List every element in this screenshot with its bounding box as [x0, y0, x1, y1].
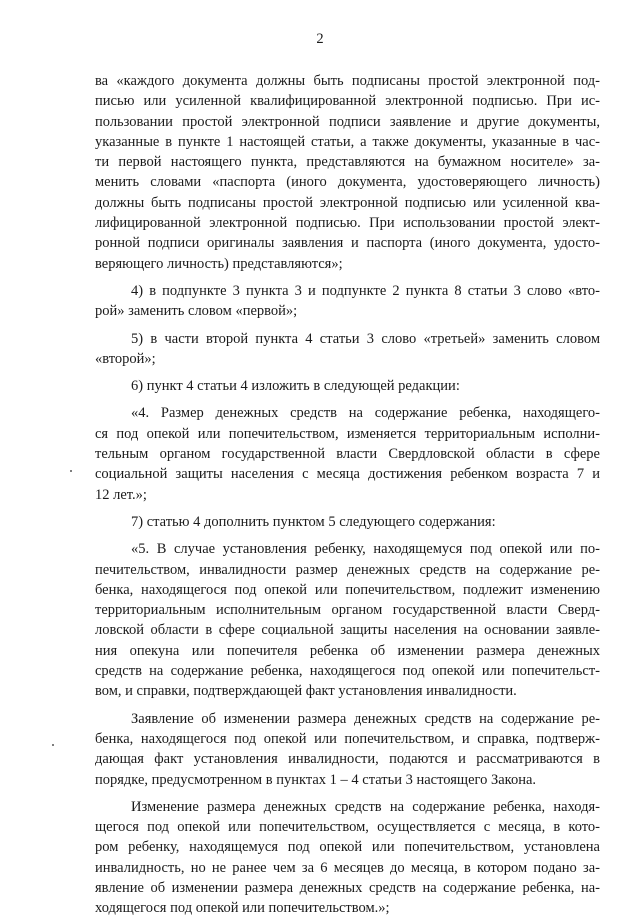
scan-speck: [52, 744, 54, 746]
text-line: 12 лет.»;: [95, 486, 147, 503]
text-line: ва «каждого документа должны быть подписаны простой электронной под-: [95, 73, 600, 89]
text-line: «4. Размер денежных средств на содержание ребенка, находящего-: [131, 405, 600, 422]
paragraph-item-5: [95, 329, 600, 370]
text-line: 4) в подпункте 3 пункта 3 и подпункте 2 пункта 8 статьи 3 слово «вто-: [131, 282, 600, 299]
text-line: ти первой настоящего пункта, представляются на бумажном носителе» за-: [95, 154, 600, 171]
text-line: Изменение размера денежных средств на содержание ребенка, находя-: [131, 798, 600, 815]
paragraph-application: [95, 709, 600, 790]
text-line: должны быть подписаны простой электронной подписью или усиленной ква-: [95, 194, 600, 211]
text-line: менить словами «паспорта (иного документа, удостоверяющего личность): [95, 174, 600, 191]
paragraph-item-6: [95, 376, 600, 396]
text-line: бенка, находящегося под опекой или попечительством, и справка, подтверж-: [95, 730, 600, 747]
text-line: ром ребенку, находящемуся под опекой или попечительством, установлена: [95, 839, 600, 856]
text-line: ся под опекой или попечительством, изменяется территориальным исполни-: [95, 425, 600, 442]
text-line: ния опекуна или попечителя ребенка об изменении размера денежных: [95, 642, 600, 659]
text-line: 5) в части второй пункта 4 статьи 3 слово «третьей» заменить словом: [131, 330, 600, 347]
text-line: порядке, предусмотренном в пунктах 1 – 4 статьи 3 настоящего Закона.: [95, 771, 537, 788]
text-line: явление об изменении размера денежных средств на содержание ребенка, на-: [95, 879, 600, 896]
text-line: ходящегося под опекой или попечительством.»;: [95, 900, 390, 917]
text-line: бенка, находящегося под опекой или попечительством, подлежит изменению: [95, 581, 600, 598]
text-line: лифицированной электронной подписью. При использовании простой элект-: [95, 215, 600, 232]
text-line: «второй»;: [95, 350, 156, 367]
text-line: тельным органом государственной власти Свердловской области в сфере: [95, 446, 600, 463]
text-line: 6) пункт 4 статьи 4 изложить в следующей редакции:: [131, 378, 460, 395]
paragraph-item-7: [95, 512, 600, 532]
paragraph-change: [95, 797, 600, 919]
text-line: пользовании простой электронной подписи заявление и другие документы,: [95, 113, 600, 130]
text-line: писью или усиленной квалифицированной электронной подписью. При ис-: [95, 93, 600, 110]
text-line: 7) статью 4 дополнить пунктом 5 следующего содержания:: [131, 513, 496, 530]
text-line: социальной защиты населения с месяца достижения ребенком возраста 7 и: [95, 466, 600, 483]
text-line: инвалидность, но не ранее чем за 6 месяцев до месяца, в котором подано за-: [95, 859, 600, 876]
text-line: территориальным исполнительным органом государственной власти Сверд-: [95, 602, 600, 619]
text-line: средств на содержание ребенка, находящегося под опекой или попечительст-: [95, 663, 600, 680]
text-line: щегося под опекой или попечительством, осуществляется с месяца, в кото-: [95, 819, 600, 836]
scan-speck: [70, 470, 72, 472]
paragraph-point-4: [95, 403, 600, 504]
text-line: вом, и справки, подтверждающей факт установления инвалидности.: [95, 683, 517, 700]
page-number: 2: [316, 31, 324, 47]
paragraph-continuation: [95, 71, 600, 274]
text-line: Заявление об изменении размера денежных средств на содержание ре-: [131, 710, 600, 727]
paragraph-point-5: [95, 539, 600, 701]
text-line: ронной подписи оригиналы заявления и паспорта (иного документа, удосто-: [95, 235, 600, 252]
text-line: дающая факт установления инвалидности, подаются и рассматриваются в: [95, 751, 600, 768]
text-line: веряющего личность) представляются»;: [95, 255, 343, 272]
text-line: печительством, инвалидности размер денежных средств на содержание ре-: [95, 561, 600, 578]
text-line: указанные в пункте 1 настоящей статьи, а также документы, указанные в час-: [95, 133, 600, 150]
text-line: рой» заменить словом «первой»;: [95, 303, 298, 320]
text-line: ловской области в сфере социальной защиты населения на основании заявле-: [95, 622, 600, 639]
paragraph-item-4: [95, 281, 600, 322]
text-line: «5. В случае установления ребенку, находящемуся под опекой или по-: [131, 541, 600, 558]
document-body: [95, 71, 600, 919]
